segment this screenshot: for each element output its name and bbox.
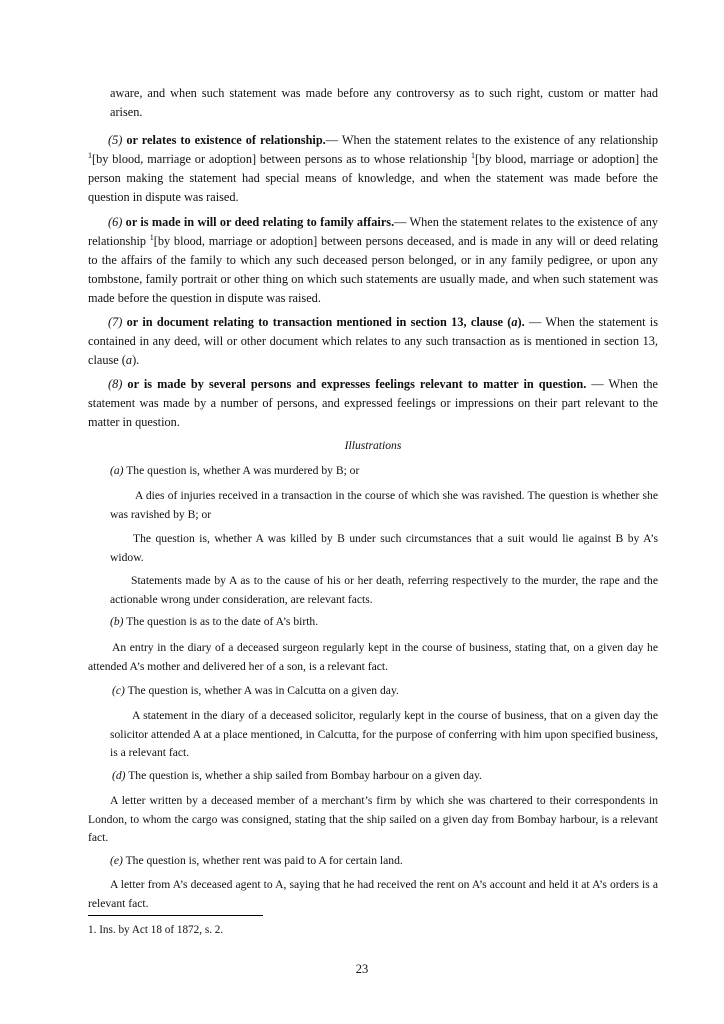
clause-7-heading: or in document relating to transaction mentioned in section 13, clause (a). [126,315,525,329]
illustration-a-4: Statements made by A as to the cause of his or her death, referring respectively to the murder, the rape and the actionable wrong under consideration, are relevant facts. [110,574,658,606]
clause-6-heading: or is made in will or deed relating to family affairs. [125,215,395,229]
clause-6-text: (6) or is made in will or deed relating to family affairs.— When the statement relates to the existence of any relationship $^1$[by blood, marriage or adoption] between persons deceased, and is made in any will or deed relating to the affairs of the family to which any such deceased person belonged, or in any family pedigree, or upon any tombstone, family portrait or other thing on which such statements are usually made, and when such statement was made before the question in dispute was raised. [88,215,658,305]
clause-6-number: (6) [108,215,123,229]
illustration-c-question: (c) The question is, whether A was in Calcutta on a given day. [112,684,399,697]
illustration-e-question: (e) The question is, whether rent was paid to A for certain land. [110,854,403,867]
illustration-a-3: The question is, whether A was killed by B under such circumstances that a suit would lie against B by A’s widow. [110,532,658,564]
footnote-ref: 1 [88,150,92,160]
illustration-d-2: A letter written by a deceased member of a merchant’s firm by which she was chartered to their correspondents in London, to whom the cargo was consigned, stating that the ship sailed on a given day from Bombay harbour, is a relevant fact. [88,794,658,844]
footnote-ref: 1 [149,232,154,242]
illustration-e-2: A letter from A’s deceased agent to A, saying that he had received the rent on A’s account and held it at A’s orders is a relevant fact. [88,878,658,910]
illustrations-heading: Illustrations [344,439,402,452]
illustration-b-label: (b) [110,615,124,628]
illustration-a-2: A dies of injuries received in a transaction in the course of which she was ravished. The question is whether she was ravished by B; or [110,489,658,521]
clause-6 [88,213,658,308]
footnote-ref: 1 [471,150,476,160]
illustration-d-label: (d) [112,769,126,782]
illustration-c-label: (c) [112,684,125,697]
illustration-b-question: (b) The question is as to the date of A’s birth. [110,615,319,628]
illustration-a-question: (a) The question is, whether A was murdered by B; or [110,464,360,477]
clause-5 [88,131,658,207]
illustration-c-2: A statement in the diary of a deceased solicitor, regularly kept in the course of business, that on a given day the solicitor attended A at a place mentioned, in Calcutta, for the purpose of conferring with him upon specified business, is a relevant fact. [110,709,658,759]
illustration-a-label: (a) [110,464,124,477]
clause-5-number: (5) [108,133,123,147]
clause-8-heading: or is made by several persons and expresses feelings relevant to matter in question. [127,377,587,391]
illustration-e-label: (e) [110,854,123,867]
illustration-d-question: (d) The question is, whether a ship sailed from Bombay harbour on a given day. [112,769,482,782]
clause-5-text: (5) or relates to existence of relationship.— When the statement relates to the existence of any relationship $^1$[by blood, marriage or adoption] between persons as to whose relationship $^1$[by blood, marriage or adoption] the person making the statement had special means of knowledge, and when the statement was made before the question in dispute was raised. [88,133,658,204]
illustrations-heading-wrap [88,437,658,456]
clause-5-heading: or relates to existence of relationship. [126,133,326,147]
clause-7-number: (7) [108,315,123,329]
footnote-divider [88,915,263,916]
clause-7-text: (7) or in document relating to transaction mentioned in section 13, clause (a). — When the statement is contained in any deed, will or other document which relates to any such transaction as is mentioned in section 13, clause (a). [88,315,659,367]
clause-8-number: (8) [108,377,123,391]
clause-8 [88,375,658,432]
clause-7 [88,313,658,370]
footnote: 1. Ins. by Act 18 of 1872, s. 2. [88,924,224,936]
continuation-text: aware, and when such statement was made before any controversy as to such right, custom or matter had arisen. [110,86,658,119]
illustration-b-2: An entry in the diary of a deceased surgeon regularly kept in the course of business, stating that, on a given day he attended A’s mother and delivered her of a son, is a relevant fact. [88,641,658,673]
clause-8-text: (8) or is made by several persons and expresses feelings relevant to matter in question. — When the statement was made by a number of persons, and expressed feelings or impressions on their part relevant to the matter in question. [88,377,658,429]
paragraph-continuation [88,84,658,122]
page-number: 23 [355,962,369,976]
